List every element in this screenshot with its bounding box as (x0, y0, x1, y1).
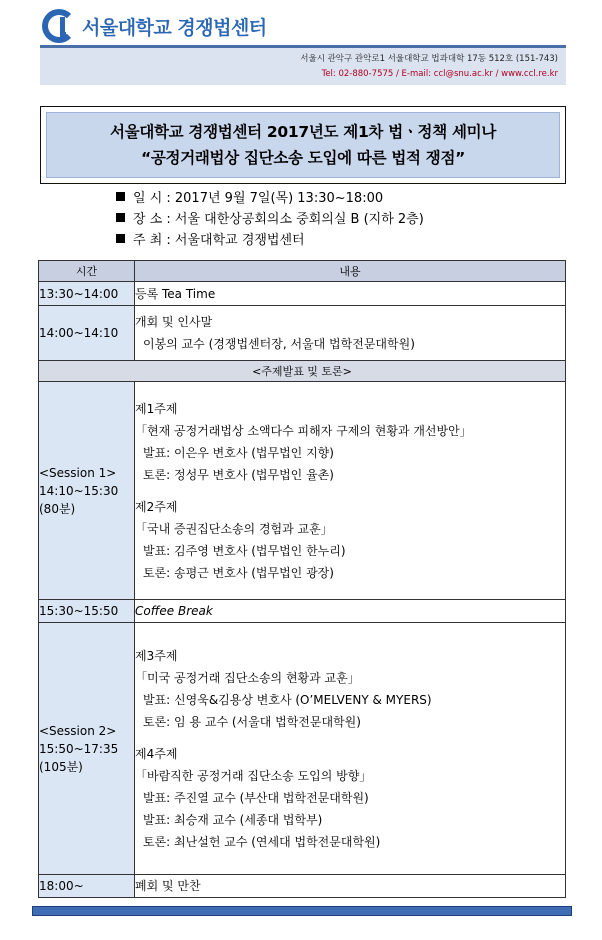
session-1-label: <Session 1> (39, 465, 117, 480)
topic-4-name: 「바람직한 공정거래 집단소송 도입의 방향」 (135, 768, 372, 783)
topic-1-name: 「현재 공정거래법상 소액다수 피해자 구제의 현황과 개선방안」 (135, 423, 472, 438)
session-1-content (135, 382, 566, 600)
opening-speaker: 이봉의 교수 (경쟁법센터장, 서울대 법학전문대학원) (143, 337, 415, 351)
title-inner (46, 112, 560, 178)
topic-1-presenter: 발표: 이은우 변호사 (법무법인 지향) (143, 445, 334, 460)
col-header-content: 내용 (135, 261, 566, 282)
topic-3-presenter: 발표: 신영욱&김용상 변호사 (O’MELVENY & MYERS) (143, 692, 432, 707)
header-band (40, 45, 566, 85)
table-header-row (39, 261, 566, 282)
row-content (135, 306, 566, 361)
section-divider: <주제발표 및 토론> (39, 361, 566, 382)
table-row (39, 600, 566, 623)
col-header-time: 시간 (39, 261, 135, 282)
info-venue-text: 장 소 : 서울 대한상공회의소 중회의실 B (지하 2층) (133, 212, 424, 227)
title-line-1: 서울대학교 경쟁법센터 2017년도 제1차 법ㆍ정책 세미나 (109, 123, 497, 141)
session-2-content (135, 623, 566, 875)
info-date (116, 186, 566, 207)
cl-logo-icon (42, 9, 76, 43)
center-logo (42, 6, 267, 46)
topic-2-presenter: 발표: 김주영 변호사 (법무법인 한누리) (143, 543, 346, 558)
row-content: 등록 Tea Time (135, 282, 566, 306)
session-1-range: 14:10~15:30 (39, 483, 119, 498)
topic-4-title: 제4주제 (135, 746, 178, 761)
topic-1-title: 제1주제 (135, 401, 178, 416)
table-row (39, 875, 566, 898)
row-time: 14:00~14:10 (39, 306, 135, 361)
address: 서울시 관악구 관악로1 서울대학교 법과대학 17동 512호 (151-743) (300, 54, 558, 64)
title-box (40, 106, 566, 184)
schedule-table (38, 260, 566, 898)
topic-2-discussant: 토론: 송평근 변호사 (법무법인 광장) (143, 565, 334, 580)
info-host-text: 주 최 : 서울대학교 경쟁법센터 (133, 233, 305, 248)
topic-1-discussant: 토론: 정성무 변호사 (법무법인 율촌) (143, 467, 334, 482)
footer-band (32, 906, 572, 916)
row-content: 폐회 및 만찬 (135, 875, 566, 898)
info-venue (116, 207, 566, 228)
info-host (116, 228, 566, 249)
session-1-duration: (80분) (39, 501, 76, 516)
topic-4-presenter-2: 발표: 최승재 교수 (세종대 법학부) (143, 812, 323, 827)
topic-3-discussant: 토론: 임 용 교수 (서울대 법학전문대학원) (143, 714, 361, 729)
table-row (39, 623, 566, 875)
session-2-duration: (105분) (39, 759, 83, 774)
topic-2-name: 「국내 증권집단소송의 경험과 교훈」 (135, 521, 333, 536)
title-line-2: “공정거래법상 집단소송 도입에 따른 법적 쟁점” (140, 149, 466, 167)
square-bullet-icon (116, 192, 125, 201)
topic-2-title: 제2주제 (135, 499, 178, 514)
session-2-time (39, 623, 135, 875)
table-row (39, 382, 566, 600)
contact-info: Tel: 02-880-7575 / E-mail: ccl@snu.ac.kr / www.ccl.re.kr (321, 69, 558, 79)
session-1-time (39, 382, 135, 600)
topic-3-title: 제3주제 (135, 648, 178, 663)
row-time: 13:30~14:00 (39, 282, 135, 306)
table-row (39, 282, 566, 306)
org-name: 서울대학교 경쟁법센터 (82, 16, 267, 39)
square-bullet-icon (116, 213, 125, 222)
table-row (39, 306, 566, 361)
topic-4-discussant: 토론: 최난설헌 교수 (연세대 법학전문대학원) (143, 834, 381, 849)
topic-4-presenter-1: 발표: 주진열 교수 (부산대 법학전문대학원) (143, 790, 369, 805)
coffee-break: Coffee Break (135, 600, 566, 623)
row-time: 18:00~ (39, 875, 135, 898)
row-time: 15:30~15:50 (39, 600, 135, 623)
section-divider-row (39, 361, 566, 382)
event-info (116, 186, 566, 249)
square-bullet-icon (116, 234, 125, 243)
topic-3-name: 「미국 공정거래 집단소송의 현황과 교훈」 (135, 670, 360, 685)
info-date-text: 일 시 : 2017년 9월 7일(목) 13:30~18:00 (133, 191, 384, 206)
opening-title: 개회 및 인사말 (135, 315, 213, 329)
session-2-label: <Session 2> (39, 723, 117, 738)
session-2-range: 15:50~17:35 (39, 741, 119, 756)
